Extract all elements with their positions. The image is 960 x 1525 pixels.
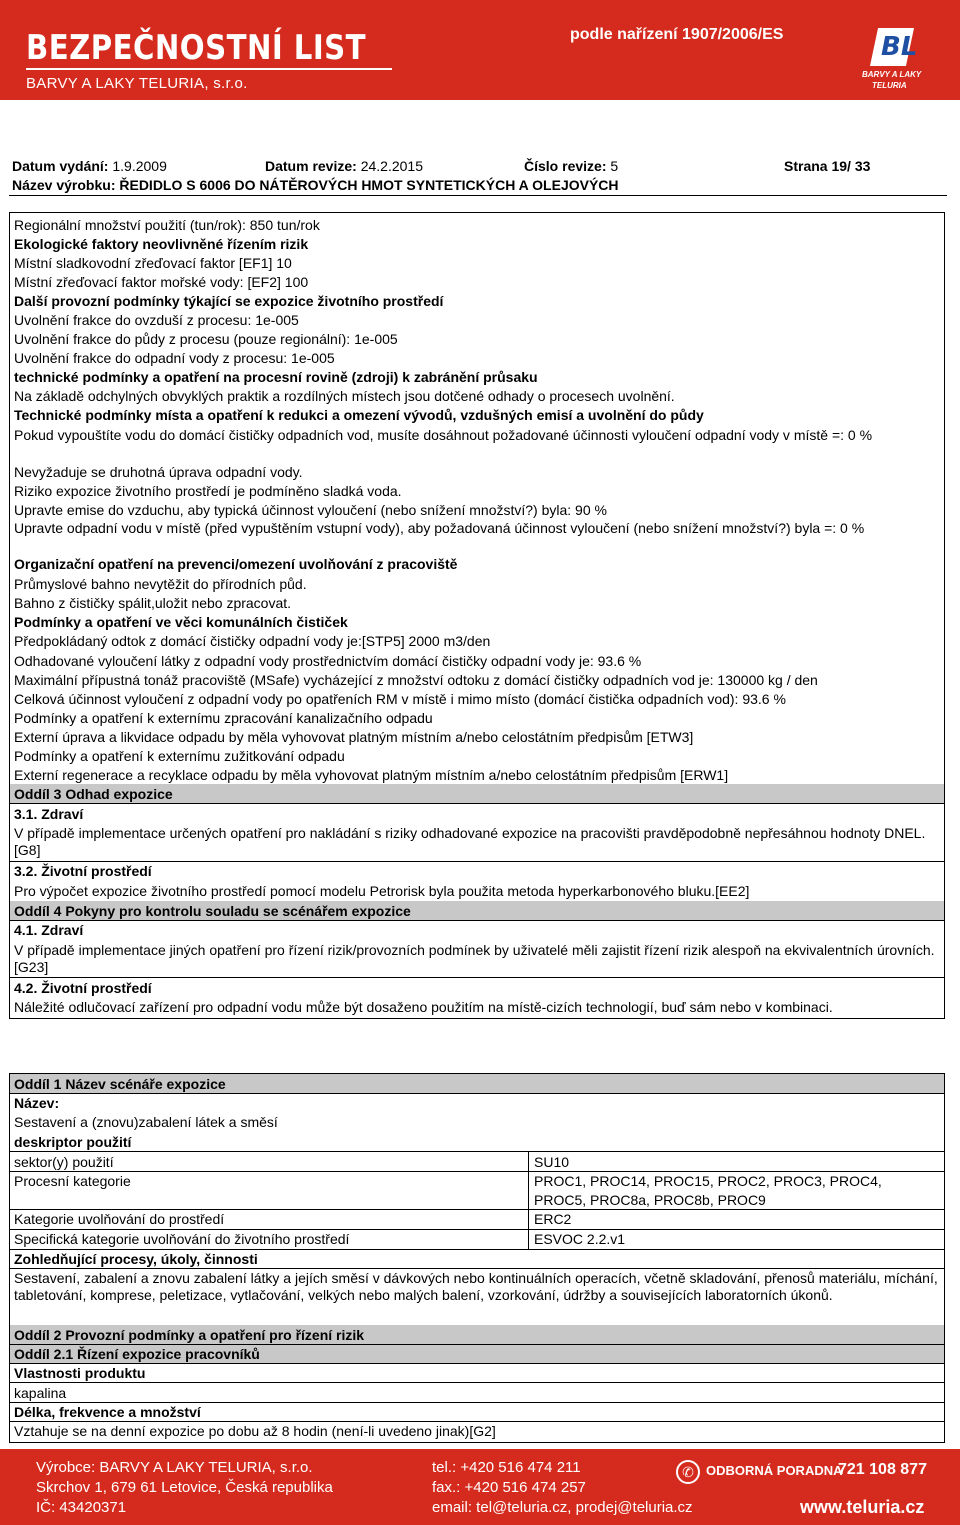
specific-value: ESVOC 2.2.v1 <box>534 1231 626 1247</box>
logo-text-1: BARVY A LAKY <box>862 70 922 79</box>
text-row: Celková účinnost vyloučení z odpadní vody po opatřeních RM v místě i mimo místo (domácí čistička odpadních vod): 93.6 % <box>14 691 786 707</box>
text-row: Upravte odpadní vodu v místě (před vypuštěním vstupní vody), aby požadovaná účinnost vyloučení (nebo snížení množství?) byla =: 0 % <box>14 520 865 536</box>
divider <box>10 1209 944 1210</box>
text-row: Místní zřeďovací faktor mořské vody: [EF2] 100 <box>14 274 309 290</box>
text-row: Pro výpočet expozice životního prostředí pomocí modelu Petrorisk byla použita metoda hyperkarbonového bluku.[EE2] <box>14 883 750 899</box>
text-row: Upravte emise do vzduchu, aby typická účinnost vyloučení (nebo snížení množství?) byla: 90 % <box>14 502 607 518</box>
section-heading: Oddíl 2.1 Řízení expozice pracovníků <box>14 1346 260 1362</box>
text-row: Externí úprava a likvidace odpadu by měla vyhovovat platným místním a/nebo celostátním předpisům [ETW3] <box>14 729 694 745</box>
divider <box>10 1151 944 1152</box>
divider <box>10 1363 944 1364</box>
text-row: V případě implementace určených opatření pro nakládání s riziky odhadované expozice na pracovišti pravděpodobně nepřesáhnou hodnoty DNEL.[G8] <box>14 825 926 858</box>
text-row: Podmínky a opatření k externímu zpracování kanalizačního odpadu <box>14 710 433 726</box>
heading-row: Ekologické faktory neovlivněné řízením rizik <box>14 236 309 252</box>
exposure-scenario-box <box>9 1073 945 1443</box>
divider <box>10 1382 944 1383</box>
footer-web[interactable]: www.teluria.cz <box>800 1497 925 1517</box>
issue-date: Datum vydání: 1.9.2009 <box>12 158 167 174</box>
process-value-2: PROC5, PROC8a, PROC8b, PROC9 <box>534 1192 766 1208</box>
release-value: ERC2 <box>534 1211 572 1227</box>
divider <box>10 977 944 978</box>
footer-email: email: tel@teluria.cz, prodej@teluria.cz <box>432 1499 693 1516</box>
name-value: Sestavení a (znovu)zabalení látek a směsí <box>14 1114 278 1130</box>
company-name: BARVY A LAKY TELURIA, s.r.o. <box>26 75 248 92</box>
meta-divider <box>9 195 947 196</box>
exposure-conditions-box <box>9 212 945 1019</box>
text-row: V případě implementace jiných opatření pro řízení rizik/provozních podmínek by uživatelé měli zajistit řízení rizik alespoň na ekvivalentních úrovních.[G23] <box>14 942 935 975</box>
divider <box>10 1229 944 1230</box>
processes-value: Sestavení, zabalení a znovu zabalení látky a jejích směsí v dávkových nebo kontinuálních operacích, včetně skladování, přenosů materiálu, míchání, tabletování, komprese, peletizace, vytlačování, velkých nebo malých balení, vzorkování, údržby a souvisejících laboratorních úkonů. <box>14 1270 938 1303</box>
heading-row: Organizační opatření na prevenci/omezení uvolňování z pracoviště <box>14 556 458 572</box>
section-heading: Oddíl 3 Odhad expozice <box>14 786 173 802</box>
sector-label: sektor(y) použití <box>14 1154 114 1170</box>
product-props-value: kapalina <box>14 1385 67 1401</box>
text-row: Průmyslové bahno nevytěžit do přírodních půd. <box>14 576 307 592</box>
logo-letters: BL <box>881 32 918 62</box>
divider <box>10 1421 944 1422</box>
text-row: Maximální přípustná tonáž pracoviště (MSafe) vycházející z množství odtoku z domácí čističky odpadních vod je: 130000 kg / den <box>14 672 818 688</box>
text-row: Regionální množství použití (tun/rok): 850 tun/rok <box>14 217 320 233</box>
divider <box>10 1268 944 1269</box>
subsection-heading: 3.1. Zdraví <box>14 806 84 822</box>
phone-icon: ✆ <box>676 1460 700 1484</box>
column-divider <box>528 1151 529 1249</box>
section-heading: Oddíl 2 Provozní podmínky a opatření pro řízení rizik <box>14 1327 365 1343</box>
name-label: Název: <box>14 1095 60 1111</box>
divider <box>10 1402 944 1403</box>
footer-address: Skrchov 1, 679 61 Letovice, Česká republika <box>36 1479 333 1496</box>
text-row: Uvolnění frakce do půdy z procesu (pouze regionální): 1e-005 <box>14 331 398 347</box>
divider <box>10 1171 944 1172</box>
duration-label: Délka, frekvence a množství <box>14 1404 201 1420</box>
revision-date: Datum revize: 24.2.2015 <box>265 158 423 174</box>
heading-row: technické podmínky a opatření na procesní rovině (zdroji) k zabránění průsaku <box>14 369 538 385</box>
footer-tel: tel.: +420 516 474 211 <box>432 1459 581 1476</box>
text-row: Pokud vypouštíte vodu do domácí čističky odpadních vod, musíte dosáhnout požadované účinnosti vyloučení odpadní vody v místě =: 0 % <box>14 427 873 443</box>
text-row: Nevyžaduje se druhotná úprava odpadní vody. <box>14 464 303 480</box>
logo-text-2: TELURIA <box>872 81 907 90</box>
subsection-heading: 4.2. Životní prostředí <box>14 980 152 996</box>
subsection-heading: 4.1. Zdraví <box>14 922 84 938</box>
footer-banner <box>0 1449 960 1525</box>
company-logo <box>862 28 934 92</box>
text-row: Bahno z čističky spálit,uložit nebo zpracovat. <box>14 595 292 611</box>
sector-value: SU10 <box>534 1154 570 1170</box>
specific-label: Specifická kategorie uvolňování do životního prostředí <box>14 1231 350 1247</box>
heading-row: Podmínky a opatření ve věci komunálních čističek <box>14 614 348 630</box>
divider <box>10 1249 944 1250</box>
footer-maker: Výrobce: BARVY A LAKY TELURIA, s.r.o. <box>36 1459 313 1476</box>
revision-number: Číslo revize: 5 <box>524 158 619 174</box>
section-heading: Oddíl 4 Pokyny pro kontrolu souladu se scénářem expozice <box>14 903 411 919</box>
descriptor-label: deskriptor použití <box>14 1134 132 1150</box>
text-row: Uvolnění frakce do ovzduší z procesu: 1e-005 <box>14 312 299 328</box>
text-row: Riziko expozice životního prostředí je podmíněno sladká voda. <box>14 483 402 499</box>
duration-value: Vztahuje se na denní expozice po dobu až 8 hodin (není-li uvedeno jinak)[G2] <box>14 1423 496 1439</box>
title-underline <box>26 68 392 70</box>
text-row: Místní sladkovodní zřeďovací faktor [EF1] 10 <box>14 255 292 271</box>
divider <box>10 1093 944 1094</box>
subsection-heading: 3.2. Životní prostředí <box>14 863 152 879</box>
advice-number: 721 108 877 <box>838 1461 927 1478</box>
document-title: BEZPEČNOSTNÍ LIST <box>26 28 367 68</box>
footer-fax: fax.: +420 516 474 257 <box>432 1479 586 1496</box>
text-row: Externí regenerace a recyklace odpadu by měla vyhovovat platným místním a/nebo celostátním předpisům [ERW1] <box>14 767 729 783</box>
release-label: Kategorie uvolňování do prostředí <box>14 1211 225 1227</box>
text-row: Uvolnění frakce do odpadní vody z procesu: 1e-005 <box>14 350 335 366</box>
divider <box>10 861 944 862</box>
processes-label: Zohledňující procesy, úkoly, činnosti <box>14 1251 258 1267</box>
product-name: Název výrobku: ŘEDIDLO S 6006 DO NÁTĚROVÝCH HMOT SYNTETICKÝCH A OLEJOVÝCH <box>12 177 619 193</box>
heading-row: Technické podmínky místa a opatření k redukci a omezení vývodů, vzdušných emisí a uvolnění do půdy <box>14 407 704 423</box>
text-row: Podmínky a opatření k externímu zužitkování odpadu <box>14 748 345 764</box>
regulation-text: podle nařízení 1907/2006/ES <box>570 26 784 43</box>
footer-ic: IČ: 43420371 <box>36 1499 127 1516</box>
section-heading: Oddíl 1 Název scénáře expozice <box>14 1076 226 1092</box>
text-row: Na základě odchylných obvyklých praktik a rozdílných místech jsou dotčené odhady o procesech uvolnění. <box>14 388 675 404</box>
heading-row: Další provozní podmínky týkající se expozice životního prostředí <box>14 293 444 309</box>
text-row: Předpokládaný odtok z domácí čističky odpadní vody je:[STP5] 2000 m3/den <box>14 633 491 649</box>
divider <box>10 803 944 804</box>
advice-label: ODBORNÁ PORADNA <box>706 1463 843 1478</box>
text-row: Náležité odlučovací zařízení pro odpadní vodu může být dosaženo použitím na místě-cizích technologií, buď sám nebo v kombinaci. <box>14 999 833 1015</box>
divider <box>10 920 944 921</box>
process-value-1: PROC1, PROC14, PROC15, PROC2, PROC3, PROC4, <box>534 1173 882 1189</box>
product-props-label: Vlastnosti produktu <box>14 1365 146 1381</box>
process-label: Procesní kategorie <box>14 1173 131 1189</box>
text-row: Odhadované vyloučení látky z odpadní vody prostřednictvím domácí čističky odpadní vody je: 93.6 % <box>14 653 642 669</box>
page-number: Strana 19/ 33 <box>784 158 871 174</box>
header-banner <box>0 0 960 100</box>
